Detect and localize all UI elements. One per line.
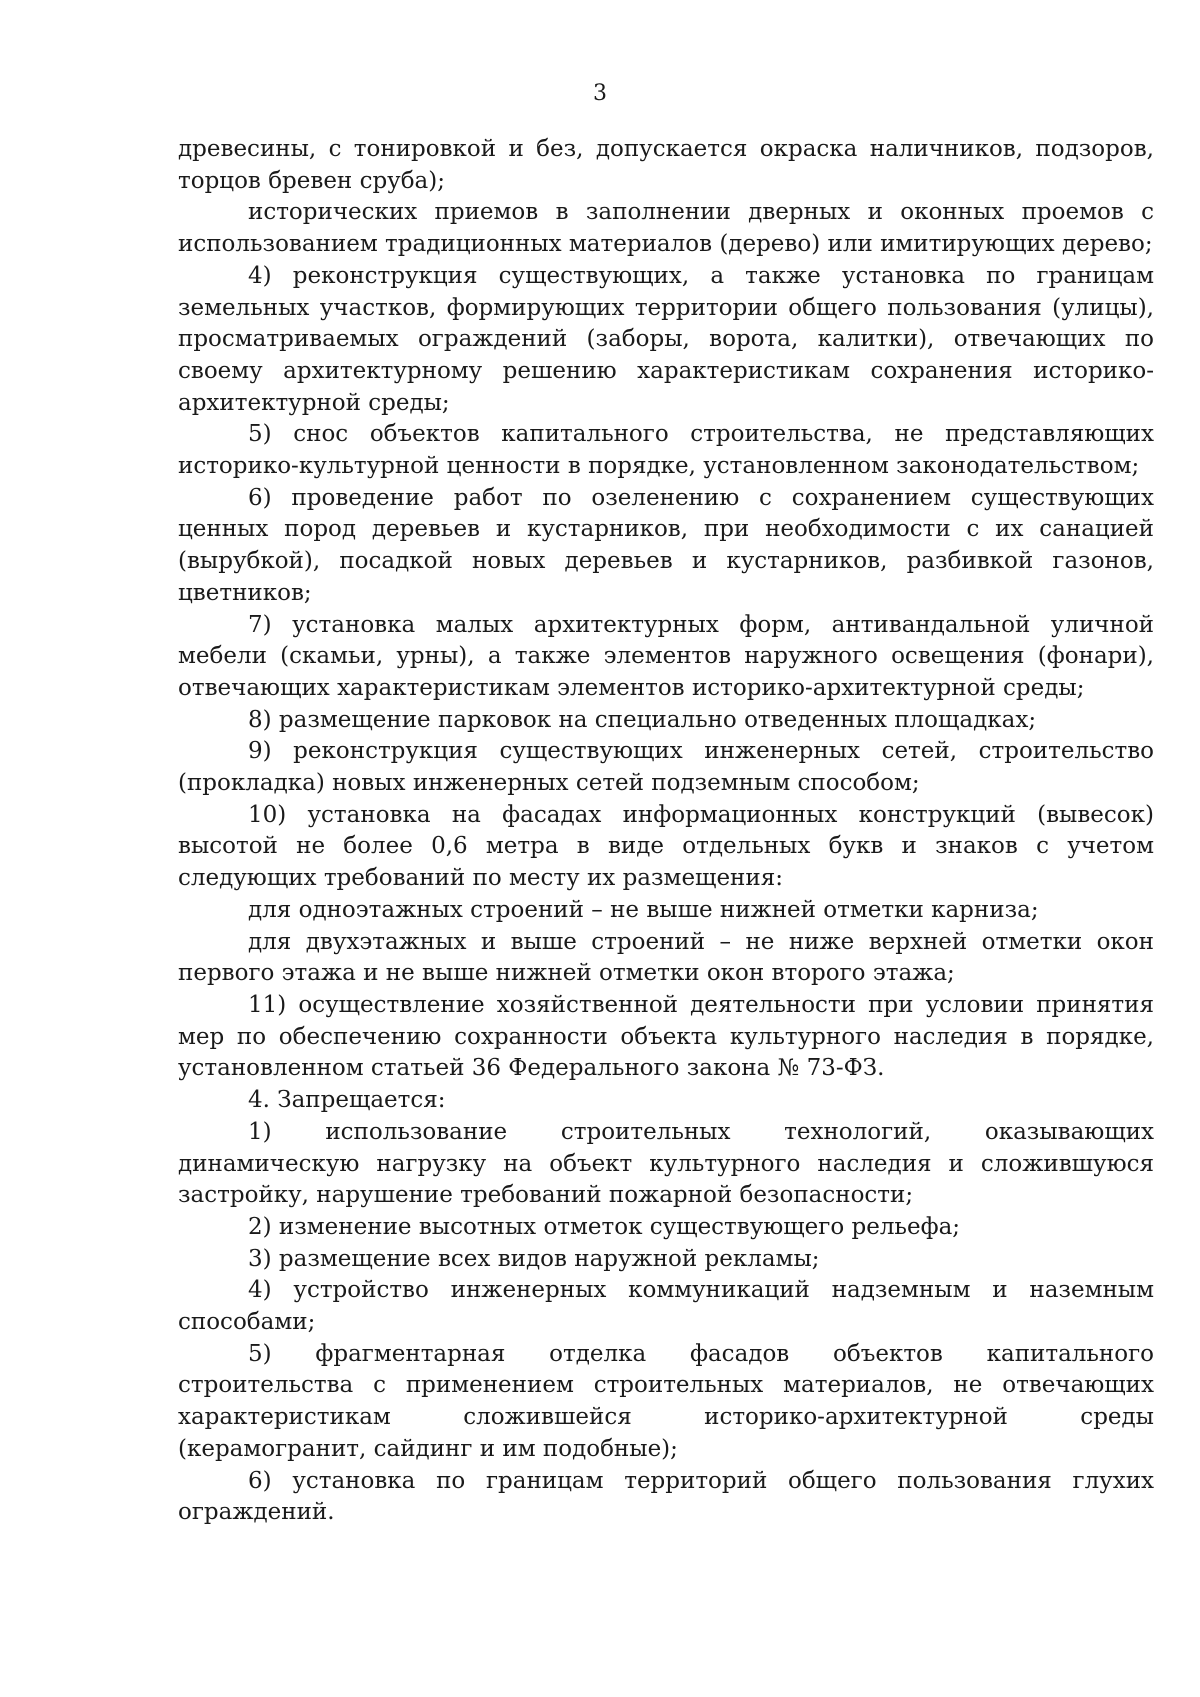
paragraph-prohibited-5: 5) фрагментарная отделка фасадов объектов капитального строительства с применением строительных материалов, не отвечающих характеристикам сложившейся историко-архитектурной среды (керамогранит, сайдинг и им подобные); — [178, 1340, 1154, 1462]
paragraph-item-4-fences: 4) реконструкция существующих, а также установка по границам земельных участков, формирующих территории общего пользования (улицы), просматриваемых ограждений (заборы, ворота, калитки), отвечающих по своему архитектурному решению характеристикам сохранения историко-архитектурной среды; — [178, 262, 1154, 416]
paragraph-item-7-small-forms: 7) установка малых архитектурных форм, антивандальной уличной мебели (скамьи, урны), а также элементов наружного освещения (фонари), отвечающих характеристикам элементов историко-архитектурной среды; — [178, 611, 1154, 701]
paragraph-single-storey: для одноэтажных строений – не выше нижней отметки карниза; — [248, 896, 1039, 923]
page-number: 3 — [593, 81, 607, 106]
paragraph-prohibited-3: 3) размещение всех видов наружной рекламы; — [248, 1245, 820, 1272]
paragraph-continuation: древесины, с тонировкой и без, допускается окраска наличников, подзоров, торцов бревен сруба); — [178, 136, 1154, 194]
paragraph-item-5-demolition: 5) снос объектов капитального строительства, не представляющих историко-культурной ценности в порядке, установленном законодательством; — [178, 421, 1154, 480]
section-4-prohibited-heading: 4. Запрещается: — [248, 1087, 446, 1114]
paragraph-item-11-activity: 11) осуществление хозяйственной деятельности при условии принятия мер по обеспечению сохранности объекта культурного наследия в порядке, установленном статьей 36 Федерального закона № 73-ФЗ. — [178, 991, 1154, 1082]
paragraph-two-storey: для двухэтажных и выше строений – не ниже верхней отметки окон первого этажа и не выше нижней отметки окон второго этажа; — [178, 928, 1154, 987]
paragraph-item-10-signage: 10) установка на фасадах информационных конструкций (вывесок) высотой не более 0,6 метра в виде отдельных букв и знаков с учетом следующих требований по месту их размещения: — [178, 801, 1154, 892]
paragraph-item-9-networks: 9) реконструкция существующих инженерных сетей, строительство (прокладка) новых инженерных сетей подземным способом; — [178, 738, 1154, 797]
paragraph-prohibited-6: 6) установка по границам территорий общего пользования глухих ограждений. — [178, 1467, 1154, 1526]
paragraph-prohibited-1: 1) использование строительных технологий, оказывающих динамическую нагрузку на объект культурного наследия и сложившуюся застройку, нарушение требований пожарной безопасности; — [178, 1118, 1154, 1209]
paragraph-item-6-landscaping: 6) проведение работ по озеленению с сохранением существующих ценных пород деревьев и кустарников, при необходимости с их санацией (вырубкой), посадкой новых деревьев и кустарников, разбивкой газонов, цветников; — [178, 484, 1154, 606]
paragraph-item-8-parking: 8) размещение парковок на специально отведенных площадках; — [248, 706, 1037, 733]
document-body — [178, 134, 1154, 1529]
paragraph-prohibited-4: 4) устройство инженерных коммуникаций надземным и наземным способами; — [178, 1277, 1154, 1336]
paragraph-historical-techniques: исторических приемов в заполнении дверных и оконных проемов с использованием традиционных материалов (дерево) или имитирующих дерево; — [178, 199, 1154, 258]
paragraph-prohibited-2: 2) изменение высотных отметок существующего рельефа; — [248, 1213, 961, 1240]
